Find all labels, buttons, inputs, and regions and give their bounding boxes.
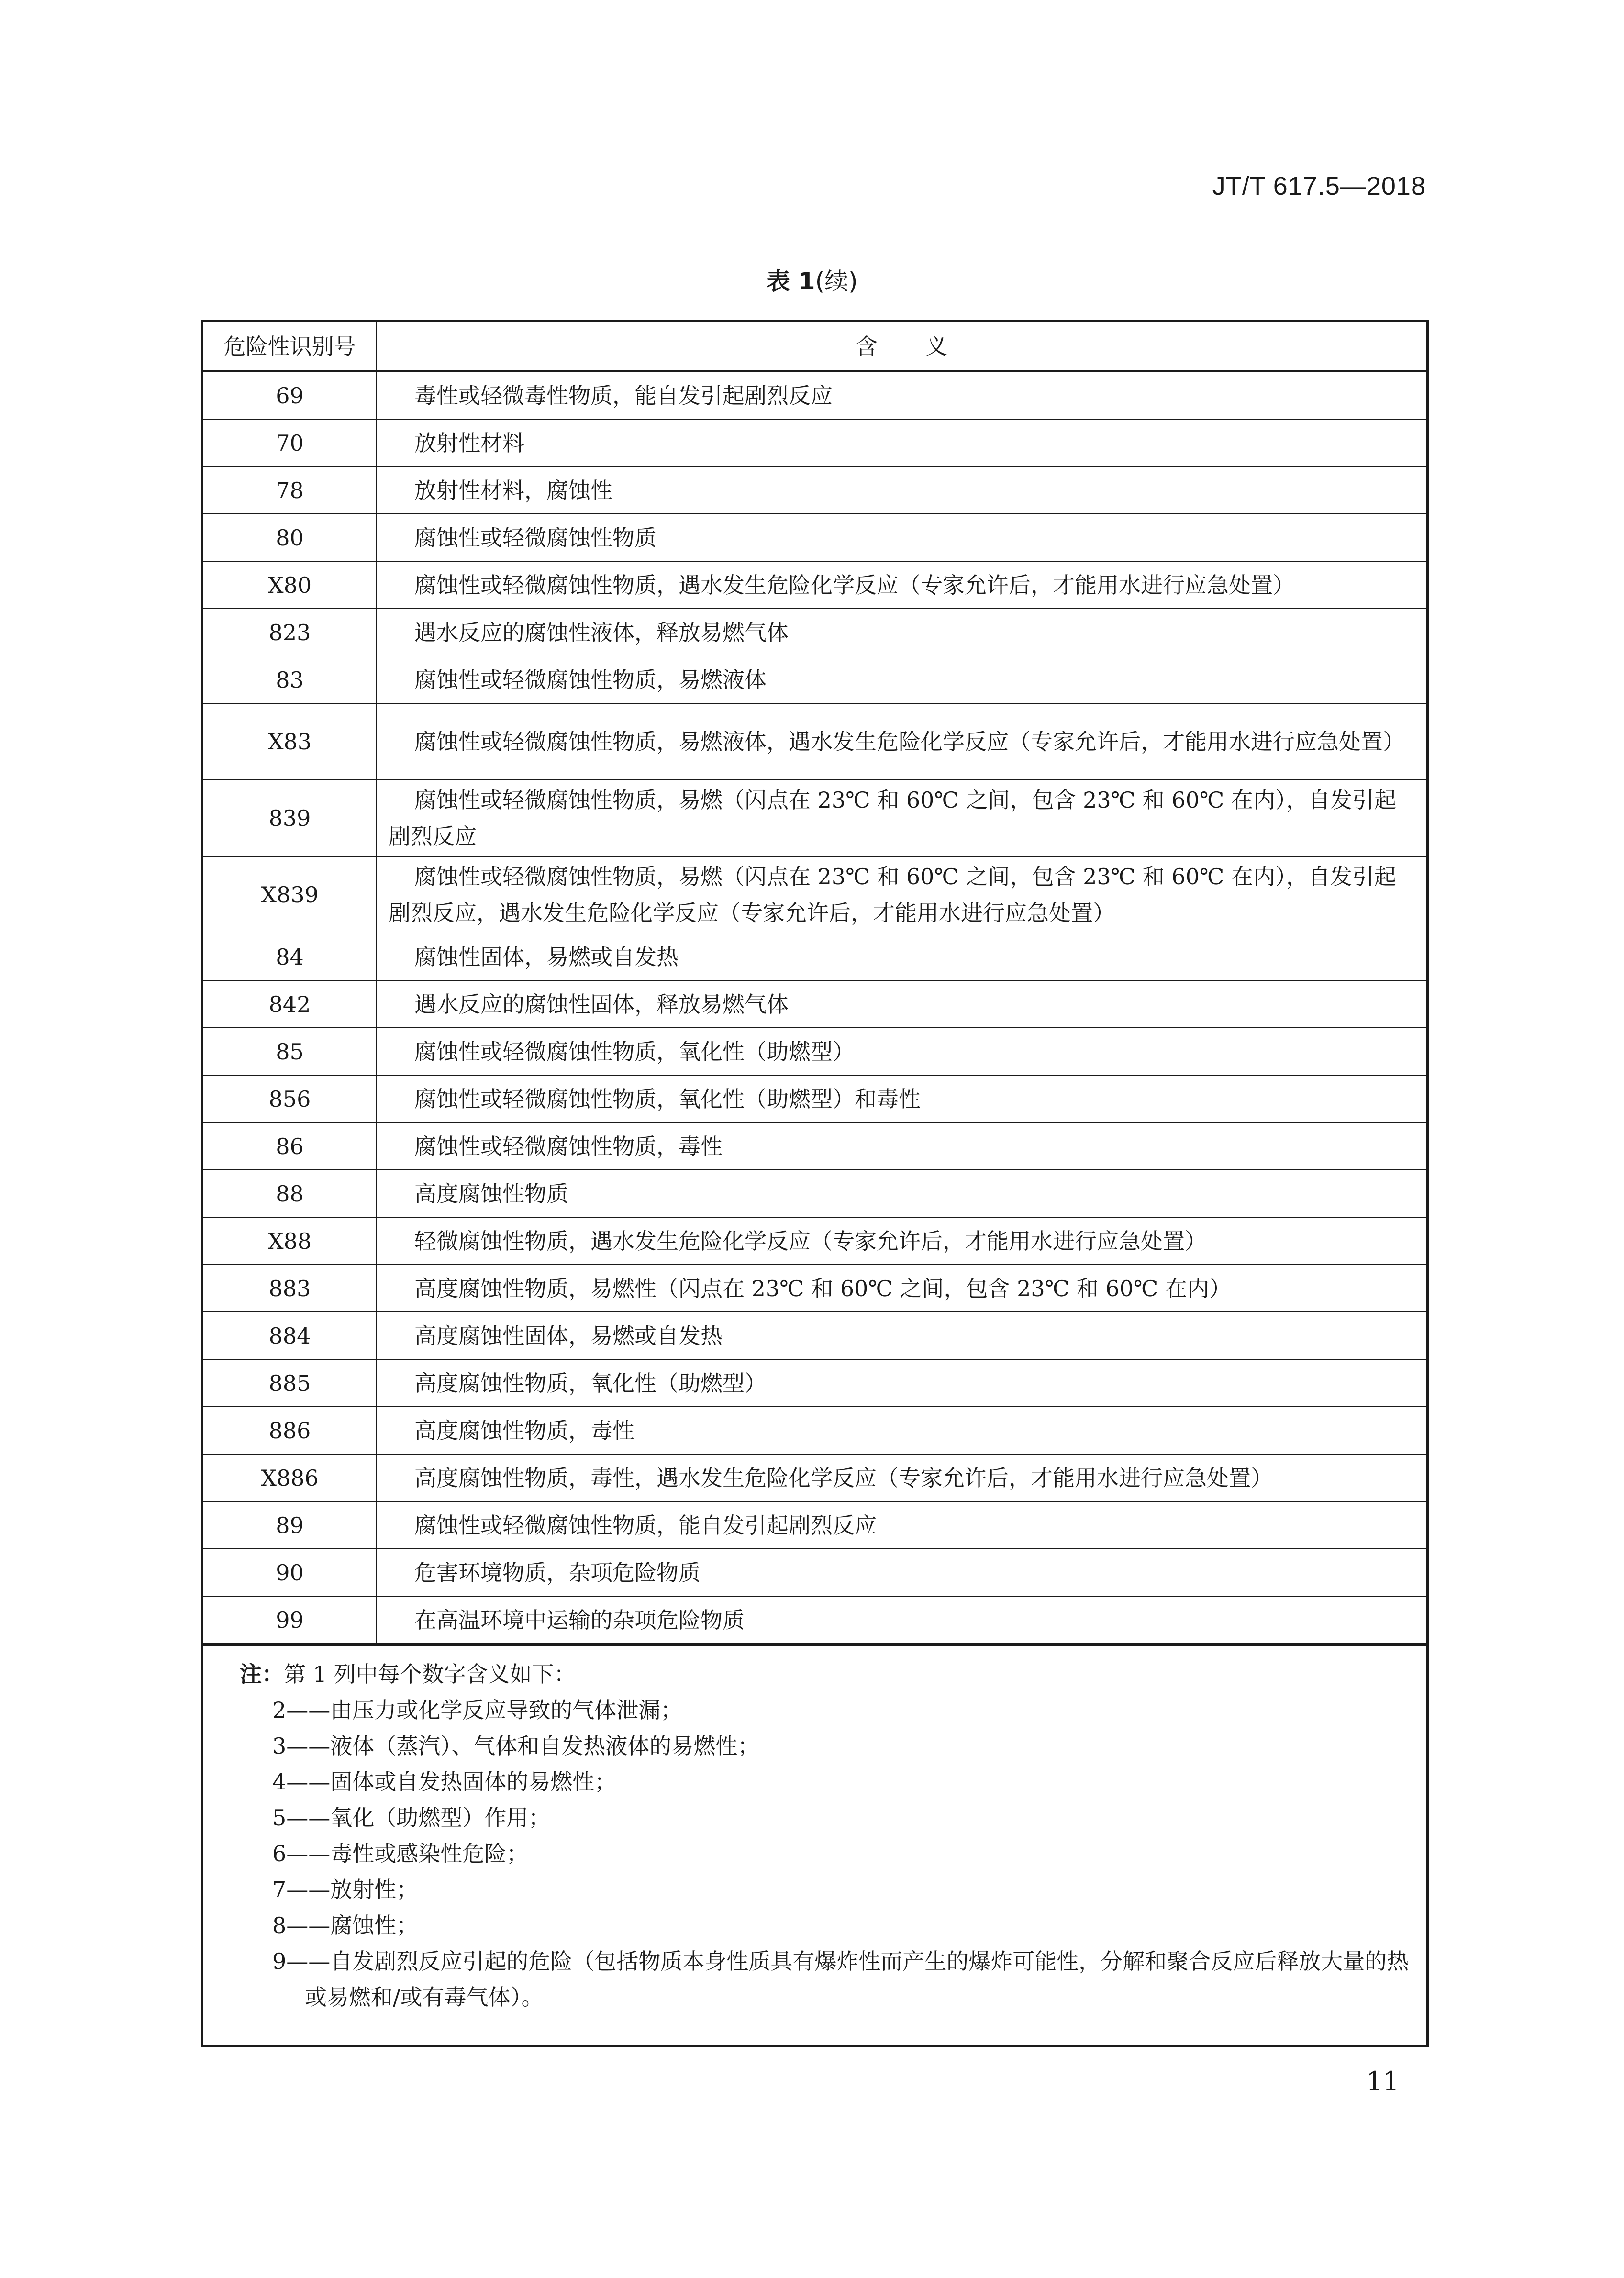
row-code: 842	[203, 980, 377, 1028]
table-row	[203, 656, 1426, 703]
table-row	[203, 1407, 1426, 1454]
row-meaning: 高度腐蚀性物质	[377, 1170, 1426, 1217]
table-row	[203, 1122, 1426, 1170]
table-row	[203, 703, 1426, 780]
row-meaning: 高度腐蚀性物质，毒性，遇水发生危险化学反应（专家允许后，才能用水进行应急处置）	[377, 1454, 1426, 1501]
table-row	[203, 856, 1426, 933]
row-meaning: 腐蚀性固体，易燃或自发热	[377, 933, 1426, 980]
row-code: 823	[203, 609, 377, 656]
row-code: 884	[203, 1312, 377, 1359]
table-row	[203, 371, 1426, 419]
row-meaning: 高度腐蚀性物质，毒性	[377, 1407, 1426, 1454]
notes-intro-line	[240, 1656, 1415, 1692]
table-row	[203, 1549, 1426, 1596]
row-meaning: 在高温环境中运输的杂项危险物质	[377, 1596, 1426, 1644]
row-code: 83	[203, 656, 377, 703]
table-row	[203, 1170, 1426, 1217]
row-code: 85	[203, 1028, 377, 1075]
row-meaning: 腐蚀性或轻微腐蚀性物质，氧化性（助燃型）	[377, 1028, 1426, 1075]
row-meaning: 高度腐蚀性物质，易燃性（闪点在 23℃ 和 60℃ 之间，包含 23℃ 和 60℃ 在内）	[377, 1265, 1426, 1312]
note-item: 2——由压力或化学反应导致的气体泄漏；	[272, 1697, 683, 1723]
row-meaning: 遇水反应的腐蚀性固体，释放易燃气体	[377, 980, 1426, 1028]
page-number: 11	[1366, 2066, 1399, 2096]
row-meaning: 轻微腐蚀性物质，遇水发生危险化学反应（专家允许后，才能用水进行应急处置）	[377, 1217, 1426, 1265]
row-meaning: 腐蚀性或轻微腐蚀性物质，易燃液体	[377, 656, 1426, 703]
table-title-suffix: (续)	[815, 267, 858, 295]
note-item: 4——固体或自发热固体的易燃性；	[272, 1769, 617, 1795]
table-row	[203, 1454, 1426, 1501]
table-row	[203, 561, 1426, 609]
hazard-code-table	[203, 322, 1426, 1644]
row-code: X886	[203, 1454, 377, 1501]
table-row	[203, 1312, 1426, 1359]
note-item: 9——自发剧烈反应引起的危险（包括物质本身性质具有爆炸性而产生的爆炸可能性，分解和聚合反应后释放大量的热或易燃和/或有毒气体）。	[272, 1948, 1409, 2010]
row-code: 80	[203, 514, 377, 561]
row-meaning: 腐蚀性或轻微腐蚀性物质，易燃液体，遇水发生危险化学反应（专家允许后，才能用水进行应急处置）	[377, 703, 1426, 780]
note-item: 8——腐蚀性；	[272, 1912, 419, 1938]
notes-intro: 第 1 列中每个数字含义如下：	[284, 1661, 576, 1687]
row-meaning: 放射性材料	[377, 419, 1426, 467]
table-row	[203, 980, 1426, 1028]
hazard-code-table-frame	[201, 320, 1429, 2047]
table-row	[203, 1028, 1426, 1075]
table-row	[203, 1501, 1426, 1549]
row-meaning: 毒性或轻微毒性物质，能自发引起剧烈反应	[377, 371, 1426, 419]
row-code: 88	[203, 1170, 377, 1217]
row-code: 886	[203, 1407, 377, 1454]
document-code: JT/T 617.5—2018	[1212, 172, 1426, 200]
table-title	[0, 262, 1624, 297]
table-row	[203, 1265, 1426, 1312]
row-code: 99	[203, 1596, 377, 1644]
table-row	[203, 1359, 1426, 1407]
row-meaning: 腐蚀性或轻微腐蚀性物质，能自发引起剧烈反应	[377, 1501, 1426, 1549]
table-row	[203, 1217, 1426, 1265]
table-title-label: 表 1	[766, 267, 815, 295]
table-header-row	[203, 322, 1426, 371]
row-code: X80	[203, 561, 377, 609]
row-code: X88	[203, 1217, 377, 1265]
column-header-meaning: 含义	[377, 322, 1426, 371]
row-code: 78	[203, 467, 377, 514]
row-code: X839	[203, 856, 377, 933]
row-meaning: 腐蚀性或轻微腐蚀性物质，易燃（闪点在 23℃ 和 60℃ 之间，包含 23℃ 和 60℃ 在内），自发引起剧烈反应，遇水发生危险化学反应（专家允许后，才能用水进行应急处置）	[377, 856, 1426, 933]
row-meaning: 危害环境物质，杂项危险物质	[377, 1549, 1426, 1596]
row-code: 839	[203, 780, 377, 856]
row-code: 856	[203, 1075, 377, 1122]
row-meaning: 腐蚀性或轻微腐蚀性物质，遇水发生危险化学反应（专家允许后，才能用水进行应急处置）	[377, 561, 1426, 609]
row-code: 69	[203, 371, 377, 419]
row-code: 883	[203, 1265, 377, 1312]
table-row	[203, 1596, 1426, 1644]
table-row	[203, 419, 1426, 467]
note-item: 3——液体（蒸汽）、气体和自发热液体的易燃性；	[272, 1733, 760, 1759]
row-meaning: 高度腐蚀性固体，易燃或自发热	[377, 1312, 1426, 1359]
row-code: 89	[203, 1501, 377, 1549]
table-row	[203, 1075, 1426, 1122]
row-meaning: 高度腐蚀性物质，氧化性（助燃型）	[377, 1359, 1426, 1407]
table-row	[203, 933, 1426, 980]
note-item: 6——毒性或感染性危险；	[272, 1841, 529, 1867]
row-meaning: 腐蚀性或轻微腐蚀性物质，易燃（闪点在 23℃ 和 60℃ 之间，包含 23℃ 和 60℃ 在内），自发引起剧烈反应	[377, 780, 1426, 856]
column-header-code: 危险性识别号	[203, 322, 377, 371]
note-item: 7——放射性；	[272, 1877, 419, 1902]
table-notes	[203, 1644, 1426, 2015]
note-item: 5——氧化（助燃型）作用；	[272, 1805, 551, 1831]
row-meaning: 放射性材料，腐蚀性	[377, 467, 1426, 514]
row-code: 70	[203, 419, 377, 467]
table-row	[203, 609, 1426, 656]
notes-label: 注：	[240, 1661, 284, 1687]
row-meaning: 腐蚀性或轻微腐蚀性物质，氧化性（助燃型）和毒性	[377, 1075, 1426, 1122]
row-meaning: 腐蚀性或轻微腐蚀性物质	[377, 514, 1426, 561]
row-code: 885	[203, 1359, 377, 1407]
row-code: 86	[203, 1122, 377, 1170]
row-code: X83	[203, 703, 377, 780]
table-row	[203, 514, 1426, 561]
row-meaning: 腐蚀性或轻微腐蚀性物质，毒性	[377, 1122, 1426, 1170]
table-row	[203, 467, 1426, 514]
row-code: 90	[203, 1549, 377, 1596]
row-meaning: 遇水反应的腐蚀性液体，释放易燃气体	[377, 609, 1426, 656]
row-code: 84	[203, 933, 377, 980]
table-row	[203, 780, 1426, 856]
